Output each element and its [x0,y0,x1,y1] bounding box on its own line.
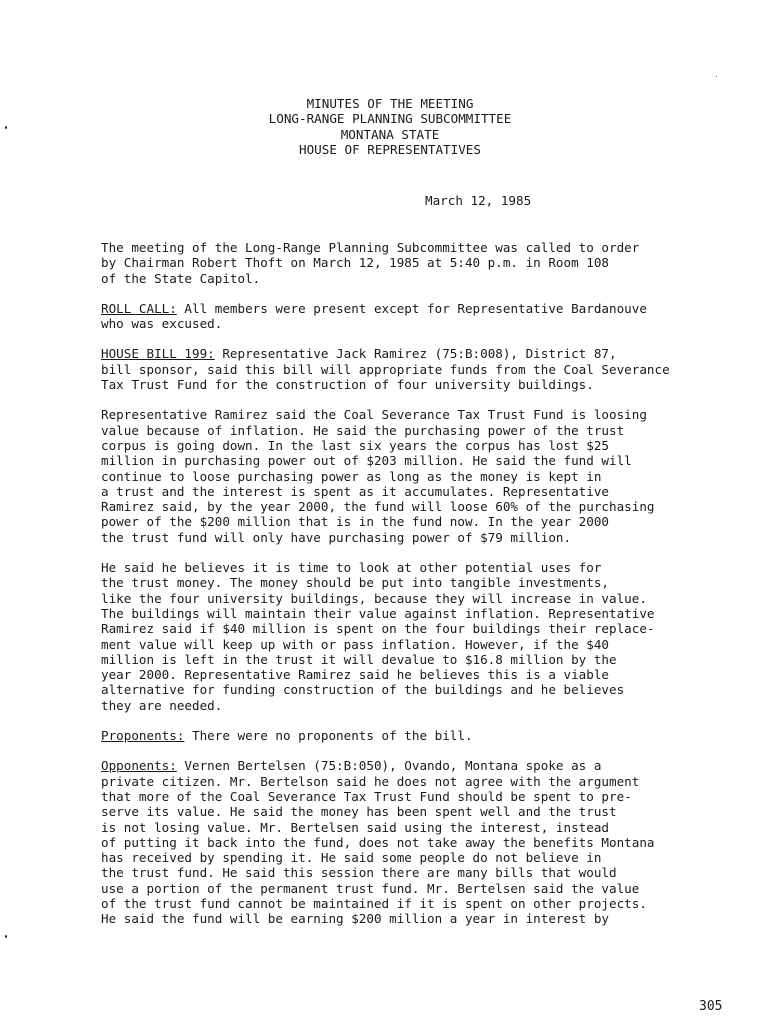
header-line-state: MONTANA STATE [340,126,440,142]
house-bill-text: Representative Jack Ramirez (75:B:008), District 87, bill sponsor, said this bill will appropriate funds from the Coal Severance Tax Trust Fund for the construction of four university buildings. [101,346,670,393]
page-number: 305 [699,999,723,1014]
inflation-paragraph: Representative Ramirez said the Coal Severance Tax Trust Fund is loosing value because of inflation. He said the purchasing power of the trust corpus is going down. In the last six years the corpus has lost $25 million in purchasing power out of $203 million. He said the fund will continue to loose purchasing power as long as the money is kept in a trust and the interest is spent as it accumulates. Representative Ramirez said, by the year 2000, the fund will loose 60% of the purchasing power of the $200 million that is in the fund now. In the year 2000 the trust fund will only have purchasing power of $79 million. [101,407,655,545]
scan-speck [5,935,7,938]
proponents-label: Proponents: [101,728,185,744]
header-line-minutes: MINUTES OF THE MEETING [306,96,474,111]
header-line-house: HOUSE OF REPRESENTATIVES [299,141,481,157]
house-bill-label: HOUSE BILL 199: [101,346,215,362]
investment-paragraph: He said he believes it is time to look at other potential uses for the trust money. The money should be put into tangible investments, like the four university buildings, because they will increase in value. The buildings will maintain their value against inflation. Representative Ramirez said if $40 million is spent on the four buildings their replace- ment value will keep up with or pass inflation. However, if the $40 million is left in the trust it will devalue to $16.8 million by the year 2000. Representative Ramirez said he believes this is a viable alternative for funding construction of the buildings and he believes they are needed. [101,560,655,713]
opponents-label: Opponents: [101,758,177,774]
proponents-paragraph [101,728,711,743]
scan-speck [716,76,717,77]
proponents-text: There were no proponents of the bill. [184,728,473,744]
meeting-date: March 12, 1985 [425,193,532,208]
scan-speck [5,126,7,129]
house-bill-paragraph [101,346,711,392]
roll-call-paragraph [101,301,711,332]
roll-call-label: ROLL CALL: [101,300,177,316]
document-header [200,96,580,157]
roll-call-text: All members were present except for Representative Bardanouve who was excused. [101,300,647,332]
opponents-text: Vernen Bertelsen (75:B:050), Ovando, Montana spoke as a private citizen. Mr. Bertelson said he does not agree with the argument that more of the Coal Severance Tax Trust Fund should be spent to pre- serve its value. He said the money has been spent well and the trust is not losing value. Mr. Bertelsen said using the interest, instead of putting it back into the fund, does not take away the benefits Montana has received by spending it. He said some people do not believe in the trust fund. He said this session there are many bills that would use a portion of the permanent trust fund. Mr. Bertelsen said the value of the trust fund cannot be maintained if it is spent on other projects. He said the fund will be earning $200 million a year in interest by [101,758,655,927]
opponents-paragraph [101,758,711,926]
call-to-order-paragraph: The meeting of the Long-Range Planning Subcommittee was called to order by Chairman Robert Thoft on March 12, 1985 at 5:40 p.m. in Room 108 of the State Capitol. [101,240,640,286]
header-line-subcommittee: LONG-RANGE PLANNING SUBCOMMITTEE [268,111,512,127]
document-body [101,240,711,942]
